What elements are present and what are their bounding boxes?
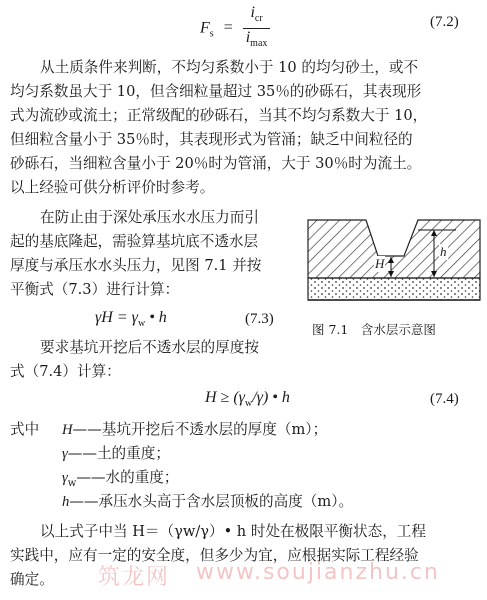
para2-line-3: 厚度与承压水水头压力，见图 7.1 并按 xyxy=(10,257,262,274)
fraction: $\frac{i_{cr}}{i_{max}}$ xyxy=(243,4,271,53)
equation-7-3: $\gamma H = \gamma_w$ • h xyxy=(95,309,167,330)
aquifer-layer xyxy=(308,278,480,300)
def-item-h: h——承压水头高于含水层顶板的高度（m）。 xyxy=(62,493,354,510)
soil-layer xyxy=(308,220,480,278)
para3-line-1: 要求基坑开挖后不透水层的厚度按 xyxy=(40,339,259,356)
para4-line-2: 实践中，应有一定的安全度，但多少为宜，应根据实际工程经验 xyxy=(10,547,419,564)
watermark-cn: 筑龙网 xyxy=(98,565,171,590)
para2-line-4: 平衡式（7.3）进行计算： xyxy=(10,281,180,298)
label-H: H xyxy=(375,256,385,271)
def-item-H: H——基坑开挖后不透水层的厚度（m）； xyxy=(62,421,328,438)
para1-line-2: 均匀系数虽大于 10，但含细粒量超过 35％的砂砾石，其表现形 xyxy=(10,83,422,100)
equation-7-4: $H \ge (\gamma_w/\gamma)$ • h xyxy=(205,389,290,410)
para1-line-4: 但细粒含量小于 35％时，其表现形式为管涌；缺乏中间粒径的 xyxy=(10,131,413,148)
defs-prefix: 式中 xyxy=(10,421,40,438)
equation-number-7-2: (7.2) xyxy=(430,14,459,30)
para1-line-1: 从土质条件来判断，不均匀系数小于 10 的均匀砂土，或不 xyxy=(40,59,419,76)
equation-number-7-4: (7.4) xyxy=(430,391,459,407)
para4-line-3: 确定。 xyxy=(10,571,54,588)
def-item-gamma: γ——土的重度； xyxy=(62,445,170,462)
para1-line-5: 砂砾石，当细粒含量小于 20％时为管涌，大于 30％时为流土。 xyxy=(10,155,422,172)
equation-number-7-3: (7.3) xyxy=(245,311,274,327)
equation-7-2: $F_s$ = $\frac{i_{cr}}{i_{max}}$ xyxy=(200,4,270,53)
para2-line-1: 在防止由于深处承压水水压力而引 xyxy=(40,209,259,226)
aquifer-diagram xyxy=(306,208,482,316)
def-item-gamma-w: $\gamma_w——$水的重度； xyxy=(62,469,179,489)
para1-line-6: 以上经验可供分析评价时参考。 xyxy=(10,179,215,196)
watermark-en: www.soujianzhu.cn xyxy=(196,560,440,585)
figure-7-1 xyxy=(306,208,482,338)
para1-line-3: 式为流砂或流土；正常级配的砂砾石，当其不均匀系数大于 10， xyxy=(10,107,428,124)
para2-line-2: 起的基底隆起，需验算基坑底不透水层 xyxy=(10,233,259,250)
para4-line-1: 以上式子中当 H＝（γw/γ）• h 时处在极限平衡状态，工程 xyxy=(40,523,426,540)
label-h: h xyxy=(440,244,447,259)
figure-caption: 图 7.1 含水层示意图 xyxy=(312,322,436,337)
para3-line-2: 式（7.4）计算： xyxy=(10,363,121,380)
